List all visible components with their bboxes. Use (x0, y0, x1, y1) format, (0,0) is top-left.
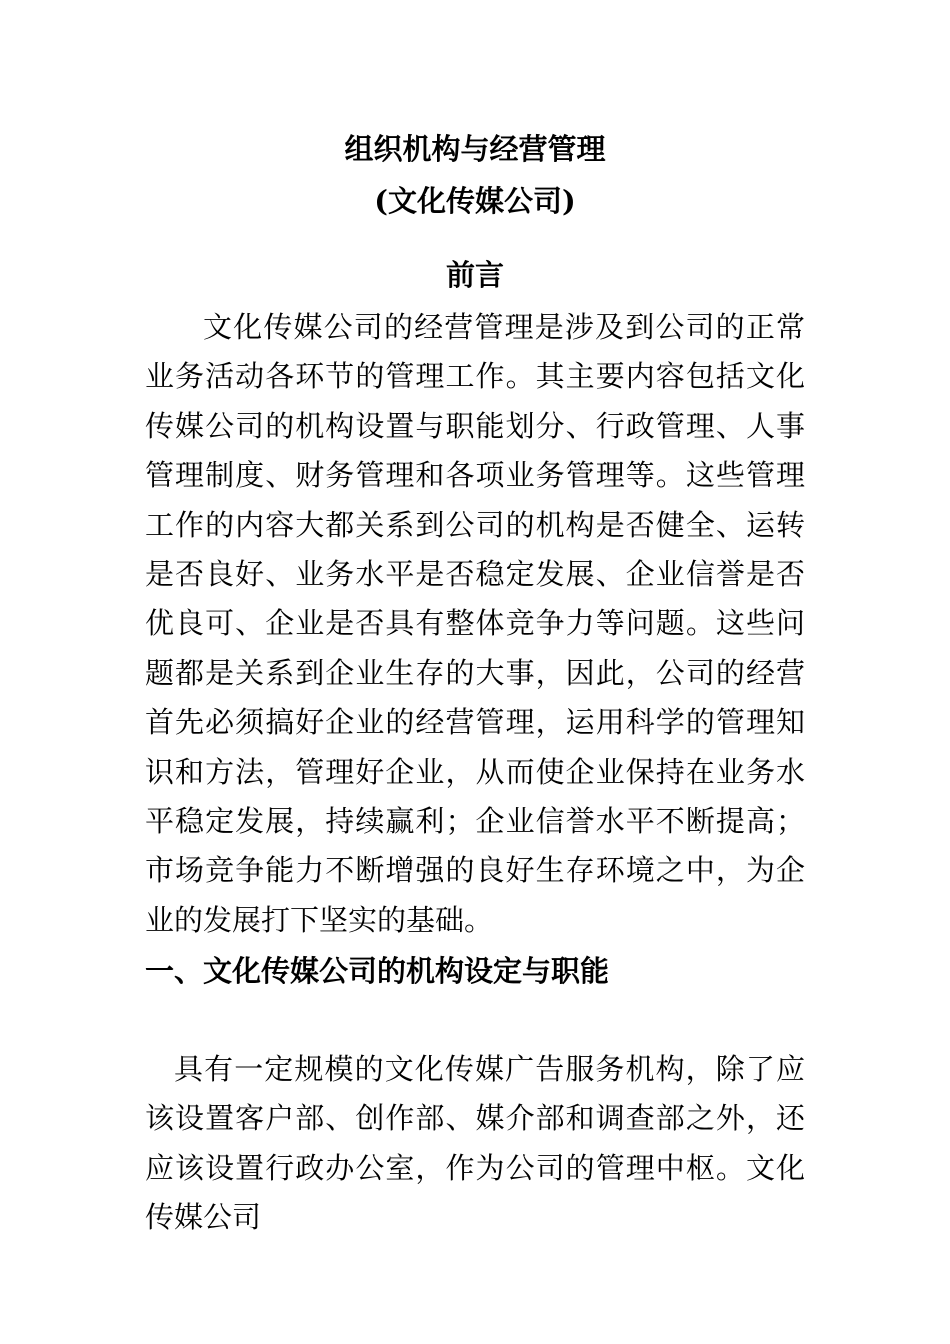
section-paragraph: 具有一定规模的文化传媒广告服务机构，除了应该设置客户部、创作部、媒介部和调查部之外，还应该设置行政办公室，作为公司的管理中枢。文化传媒公司 (145, 1052, 805, 1235)
section-heading: 一、文化传媒公司的机构设定与职能 (145, 954, 610, 988)
document-title: 组织机构与经营管理 (344, 132, 606, 166)
preface-heading: 前言 (445, 258, 504, 292)
preface-paragraph: 文化传媒公司的经营管理是涉及到公司的正常业务活动各环节的管理工作。其主要内容包括文化传媒公司的机构设置与职能划分、行政管理、人事管理制度、财务管理和各项业务管理等。这些管理工作的内容大都关系到公司的机构是否健全、运转是否良好、业务水平是否稳定发展、企业信誉是否优良可、企业是否具有整体竞争力等问题。这些问题都是关系到企业生存的大事，因此，公司的经营首先必须搞好企业的经营管理，运用科学的管理知识和方法，管理好企业，从而使企业保持在业务水平稳定发展，持续赢利；企业信誉水平不断提高；市场竞争能力不断增强的良好生存环境之中，为企业的发展打下坚实的基础。 (145, 310, 805, 937)
document-subtitle: (文化传媒公司) (374, 184, 576, 218)
